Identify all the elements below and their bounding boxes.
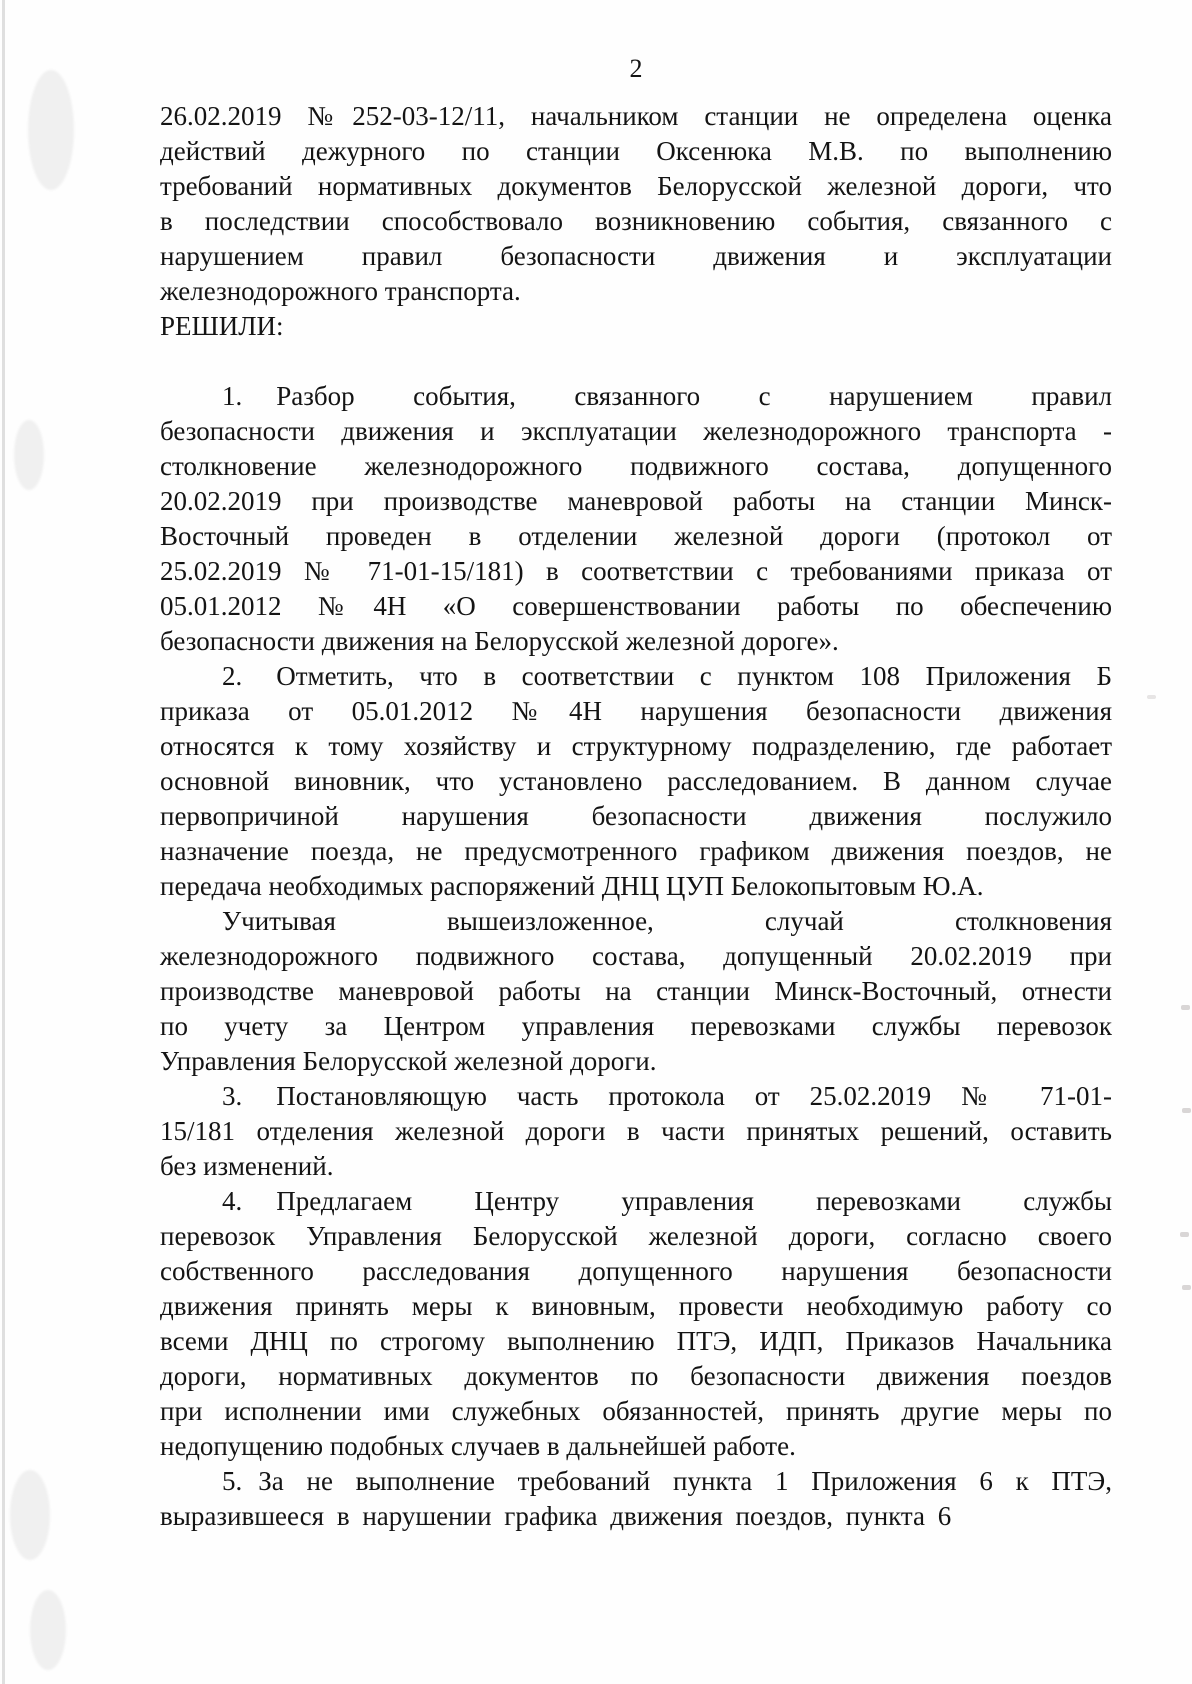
scan-smudge (14, 420, 44, 490)
text-line: производстве маневровой работы на станции Минск-Восточный, отнести (160, 976, 1112, 1006)
paragraph (160, 1464, 1112, 1534)
paragraph (160, 1184, 1112, 1464)
paragraph-number: 1. (222, 381, 243, 411)
document-body (160, 99, 1112, 1534)
scan-smudge (1180, 1232, 1189, 1237)
text-line: 05.01.2012 №4Н «О совершенствовании работы по обеспечению (160, 591, 1112, 621)
text-line: 2. Отметить, что в соответствии с пунктом 108 Приложения Б (222, 661, 1112, 691)
text-line: дороги, нормативных документов по безопасности движения поездов (160, 1361, 1112, 1391)
paragraph-number: 5. (222, 1466, 243, 1496)
text-line: по учету за Центром управления перевозками службы перевозок (160, 1011, 1112, 1041)
text-line: приказа от 05.01.2012 №4Н нарушения безопасности движения (160, 696, 1112, 726)
text-line: 3. Постановляющую часть протокола от 25.02.2019 № 71-01- (222, 1081, 1112, 1111)
text-line: Восточный проведен в отделении железной дороги (протокол от (160, 521, 1112, 551)
scan-edge-line (2, 0, 5, 1684)
text-line: первопричиной нарушения безопасности движения послужило (160, 801, 1112, 831)
paragraph (160, 1079, 1112, 1184)
paragraph-number: 3. (222, 1081, 243, 1111)
scan-smudge (30, 1590, 66, 1670)
text-line: 20.02.2019 при производстве маневровой работы на станции Минск- (160, 486, 1112, 516)
paragraph (160, 659, 1112, 904)
text-line: относятся к тому хозяйству и структурному подразделению, где работает (160, 731, 1112, 761)
scan-smudge (28, 70, 74, 190)
text-line: выразившееся в нарушении графика движения поездов, пункта 6 (160, 1501, 952, 1531)
scan-smudge (1181, 1005, 1190, 1010)
text-line: действий дежурного по станции Оксенюка М.В. по выполнению (160, 136, 1112, 166)
text-line: в последствии способствовало возникновению события, связанного с (160, 206, 1112, 236)
text-line: всеми ДНЦ по строгому выполнению ПТЭ, ИДП, Приказов Начальника (160, 1326, 1112, 1356)
text-line: недопущению подобных случаев в дальнейшей работе. (160, 1431, 796, 1461)
text-line: передача необходимых распоряжений ДНЦ ЦУП Белокопытовым Ю.А. (160, 871, 984, 901)
text-line: Учитывая вышеизложенное, случай столкновения (222, 906, 1112, 936)
text-line: 1. Разбор события, связанного с нарушением правил (222, 381, 1112, 411)
page-number: 2 (629, 54, 643, 83)
text-line: назначение поезда, не предусмотренного графиком движения поездов, не (160, 836, 1112, 866)
text-line: Управления Белорусской железной дороги. (160, 1046, 657, 1076)
text-line: железнодорожного транспорта. (160, 276, 521, 306)
text-block (160, 54, 1112, 1534)
paragraph (160, 379, 1112, 659)
paragraph (160, 309, 1112, 344)
text-line: 25.02.2019 № 71-01-15/181) в соответствии с требованиями приказа от (160, 556, 1112, 586)
text-line: 4. Предлагаем Центру управления перевозками службы (222, 1186, 1112, 1216)
text-line: требований нормативных документов Белорусской железной дороги, что (160, 171, 1112, 201)
scan-smudge (10, 1470, 50, 1560)
text-line: 26.02.2019 №252-03-12/11, начальником станции не определена оценка (160, 101, 1112, 131)
paragraph-number: 4. (222, 1186, 243, 1216)
paragraph (160, 904, 1112, 1079)
paragraph (160, 99, 1112, 309)
text-line: нарушением правил безопасности движения и эксплуатации (160, 241, 1112, 271)
scan-smudge (1182, 1285, 1191, 1290)
text-line: собственного расследования допущенного нарушения безопасности (160, 1256, 1112, 1286)
text-line: 15/181 отделения железной дороги в части принятых решений, оставить (160, 1116, 1112, 1146)
text-line: без изменений. (160, 1151, 334, 1181)
text-line: безопасности движения на Белорусской железной дороге». (160, 626, 839, 656)
text-line: железнодорожного подвижного состава, допущенный 20.02.2019 при (160, 941, 1112, 971)
text-line: основной виновник, что установлено расследованием. В данном случае (160, 766, 1112, 796)
text-line: столкновение железнодорожного подвижного состава, допущенного (160, 451, 1112, 481)
text-line: 5. За не выполнение требований пункта 1 Приложения 6 к ПТЭ, (222, 1466, 1112, 1496)
paragraph-number: 2. (222, 661, 243, 691)
text-line: перевозок Управления Белорусской железной дороги, согласно своего (160, 1221, 1112, 1251)
text-line: РЕШИЛИ: (160, 311, 284, 341)
text-line: движения принять меры к виновным, провести необходимую работу со (160, 1291, 1112, 1321)
text-line: безопасности движения и эксплуатации железнодорожного транспорта - (160, 416, 1112, 446)
text-line: при исполнении ими служебных обязанностей, принять другие меры по (160, 1396, 1112, 1426)
scan-smudge (1147, 695, 1156, 699)
scan-smudge (1182, 1108, 1191, 1113)
